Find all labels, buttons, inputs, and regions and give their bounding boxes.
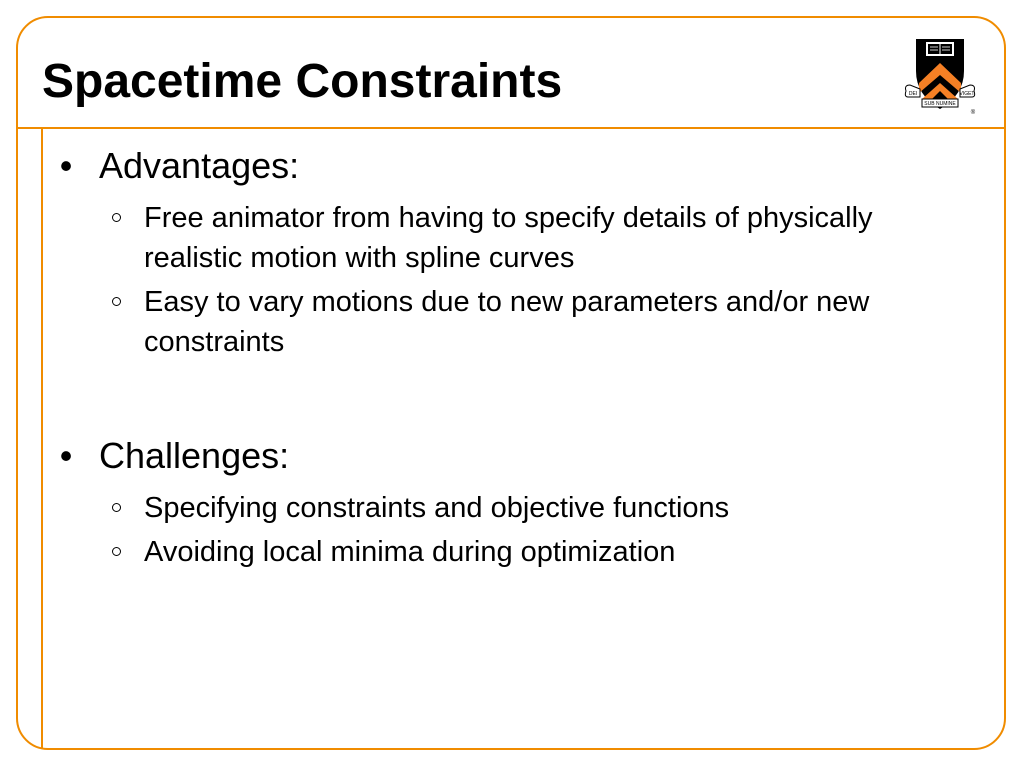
list-item-text: Avoiding local minima during optimization (144, 536, 676, 568)
heading-text: Advantages: (99, 145, 300, 186)
princeton-shield-icon (900, 33, 980, 117)
slide-body (56, 144, 956, 576)
list-item (56, 198, 956, 278)
bullet-dot-icon: • (59, 145, 73, 186)
section-challenges (56, 434, 956, 572)
motto-center: SUB NUMINE (924, 101, 956, 107)
slide-title: Spacetime Constraints (42, 55, 563, 108)
sub-bullet-list (56, 488, 956, 572)
list-item-text: Free animator from having to specify details of physically realistic motion with spline curves (144, 202, 873, 274)
bullet-heading (56, 434, 956, 478)
section-advantages (56, 144, 956, 362)
left-rule (41, 128, 43, 749)
bullet-dot-icon: • (59, 435, 73, 476)
list-item (56, 488, 956, 528)
bullet-heading (56, 144, 956, 188)
registered-mark: ® (970, 110, 976, 116)
ring-bullet-icon (112, 503, 121, 512)
title-divider (17, 127, 1005, 129)
list-item-text: Easy to vary motions due to new parameters and/or new constraints (144, 286, 870, 358)
ring-bullet-icon (112, 297, 121, 306)
list-item-text: Specifying constraints and objective functions (144, 492, 730, 524)
heading-text: Challenges: (99, 435, 290, 476)
motto-right: VIGET (959, 91, 975, 97)
sub-bullet-list (56, 198, 956, 362)
ring-bullet-icon (112, 213, 121, 222)
ring-bullet-icon (112, 547, 121, 556)
list-item (56, 532, 956, 572)
motto-left: DEI (908, 91, 918, 97)
list-item (56, 282, 956, 362)
